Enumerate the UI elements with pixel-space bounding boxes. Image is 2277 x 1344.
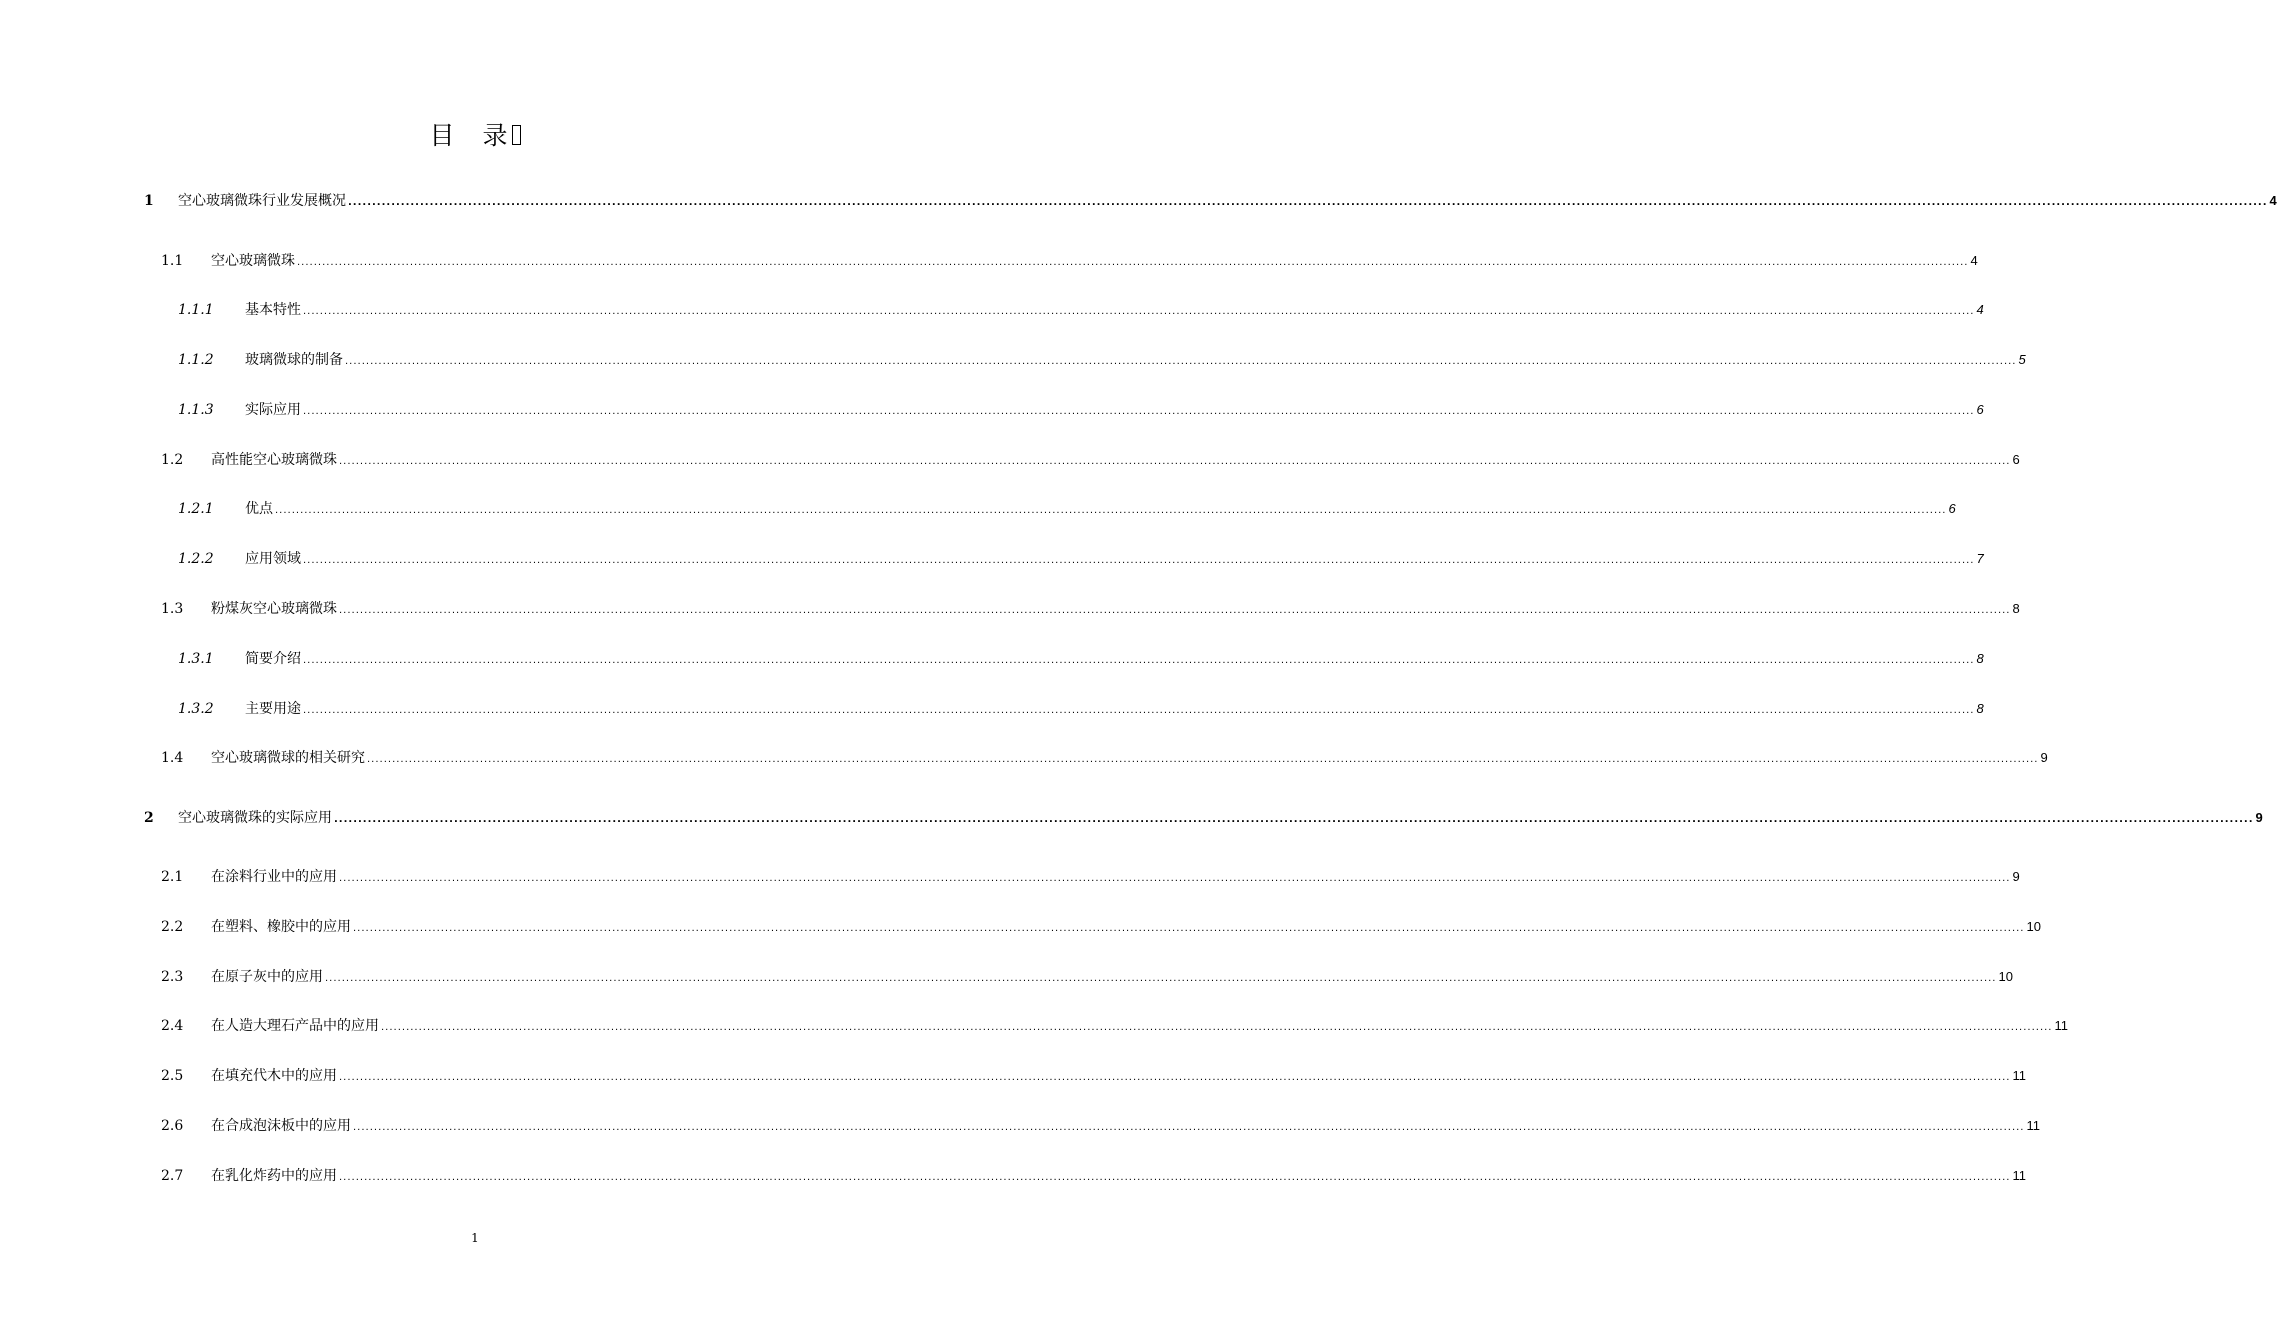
placeholder-glyph-icon [512, 125, 521, 145]
toc-entry-number: 1.1.1 [178, 302, 214, 318]
toc-entry-page-number: 4 [2269, 193, 2277, 208]
toc-entry-number: 2.1 [161, 869, 184, 885]
toc-entry-number: 1 [144, 193, 154, 209]
toc-entry-label: 空心玻璃微球的相关研究 [211, 750, 365, 766]
toc-entry-label: 应用领域 [245, 551, 301, 567]
toc-entry-label: 在塑料、橡胶中的应用 [211, 919, 351, 935]
toc-dot-leader: ................................................................................................................................................................................................................................................................................................................................................................................................................ [345, 356, 2017, 367]
toc-entry-page-number: 6 [2012, 452, 2020, 467]
toc-entry-number: 1.1.3 [178, 402, 214, 418]
toc-dot-leader: ................................................................................................................................................................................................................................................................................................................................................................................................................ [325, 973, 1997, 984]
toc-dot-leader: ................................................................................................................................................................................................................................................................................................................................................................................................................ [303, 406, 1975, 417]
toc-entry[interactable] [161, 966, 2013, 988]
toc-entry-label: 简要介绍 [245, 651, 301, 667]
toc-entry-number: 2.5 [161, 1068, 184, 1084]
toc-entry-number: 1.2 [161, 452, 184, 468]
toc-dot-leader: ................................................................................................................................................................................................................................................................................................................................................................................................................ [297, 257, 1969, 268]
toc-entry-label: 实际应用 [245, 402, 301, 418]
toc-entry[interactable] [161, 747, 2048, 769]
toc-dot-leader: ................................................................................................................................................................................................................................................................................................................................................................................................................ [339, 1172, 2011, 1183]
toc-entry[interactable] [178, 698, 1984, 720]
toc-dot-leader: ................................................................................................................................................................................................................................................................................................................................................................................................................ [339, 456, 2011, 467]
toc-entry[interactable] [161, 598, 2020, 620]
toc-entry-label: 在合成泡沫板中的应用 [211, 1118, 351, 1134]
toc-entry-page-number: 6 [1976, 402, 1984, 417]
toc-entry-page-number: 6 [1948, 501, 1956, 516]
toc-entry[interactable] [178, 399, 1984, 421]
toc-title-char-1: 目 [429, 121, 457, 150]
toc-dot-leader: ................................................................................................................................................................................................................................................................................................................................................................................................................ [381, 1022, 2053, 1033]
toc-entry-label: 在人造大理石产品中的应用 [211, 1018, 379, 1034]
toc-dot-leader: ................................................................................................................................................................................................................................................................................................................................................................................................................ [367, 754, 2039, 765]
toc-entry-number: 2 [144, 810, 154, 826]
toc-entry-label: 空心玻璃微珠 [211, 253, 295, 269]
toc-entry-number: 2.6 [161, 1118, 184, 1134]
toc-entry-number: 1.2.1 [178, 501, 214, 517]
toc-entry[interactable] [161, 250, 1978, 272]
toc-entry-number: 1.3 [161, 601, 184, 617]
toc-dot-leader: ................................................................................................................................................................................................................................................................................................................................................................................................................ [339, 873, 2011, 884]
toc-entry[interactable] [161, 1015, 2068, 1037]
toc-entry-label: 空心玻璃微珠行业发展概况 [178, 193, 346, 209]
toc-entry-label: 在乳化炸药中的应用 [211, 1168, 337, 1184]
toc-entry[interactable] [161, 916, 2041, 938]
toc-entry-page-number: 4 [1970, 253, 1978, 268]
toc-entry-number: 1.1 [161, 253, 184, 269]
toc-entry[interactable] [161, 1115, 2040, 1137]
toc-entry-page-number: 4 [1976, 302, 1984, 317]
toc-entry-number: 2.7 [161, 1168, 184, 1184]
toc-title [0, 116, 950, 152]
toc-dot-leader: ................................................................................................................................................................................................................................................................................................................................................................................................................ [334, 814, 2254, 825]
toc-entry-page-number: 8 [2012, 601, 2020, 616]
toc-entry-label: 玻璃微球的制备 [245, 352, 343, 368]
toc-dot-leader: ................................................................................................................................................................................................................................................................................................................................................................................................................ [339, 605, 2011, 616]
toc-entry-label: 优点 [245, 501, 273, 517]
toc-entry-label: 在涂料行业中的应用 [211, 869, 337, 885]
toc-entry[interactable] [144, 807, 2263, 829]
toc-dot-leader: ................................................................................................................................................................................................................................................................................................................................................................................................................ [339, 1072, 2011, 1083]
toc-dot-leader: ................................................................................................................................................................................................................................................................................................................................................................................................................ [348, 197, 2268, 208]
toc-entry-page-number: 5 [2018, 352, 2026, 367]
toc-dot-leader: ................................................................................................................................................................................................................................................................................................................................................................................................................ [303, 655, 1975, 666]
toc-entry-page-number: 8 [1976, 701, 1984, 716]
toc-entry-page-number: 11 [2012, 1168, 2026, 1183]
toc-entry-page-number: 11 [2012, 1068, 2026, 1083]
toc-title-char-2: 录 [482, 121, 510, 150]
toc-entry-page-number: 11 [2054, 1018, 2068, 1033]
toc-entry[interactable] [161, 1065, 2026, 1087]
toc-dot-leader: ................................................................................................................................................................................................................................................................................................................................................................................................................ [353, 923, 2025, 934]
toc-entry-label: 粉煤灰空心玻璃微珠 [211, 601, 337, 617]
toc-dot-leader: ................................................................................................................................................................................................................................................................................................................................................................................................................ [303, 705, 1975, 716]
toc-entry[interactable] [178, 299, 1984, 321]
toc-entry[interactable] [178, 349, 2026, 371]
toc-entry-number: 2.4 [161, 1018, 184, 1034]
toc-entry[interactable] [161, 1165, 2026, 1187]
toc-dot-leader: ................................................................................................................................................................................................................................................................................................................................................................................................................ [303, 555, 1975, 566]
toc-dot-leader: ................................................................................................................................................................................................................................................................................................................................................................................................................ [353, 1122, 2025, 1133]
toc-entry-number: 1.3.2 [178, 701, 214, 717]
toc-entry[interactable] [144, 190, 2277, 212]
toc-dot-leader: ................................................................................................................................................................................................................................................................................................................................................................................................................ [275, 505, 1947, 516]
toc-entry-number: 1.3.1 [178, 651, 214, 667]
toc-entry-label: 在原子灰中的应用 [211, 969, 323, 985]
toc-entry[interactable] [178, 548, 1984, 570]
toc-entry-label: 空心玻璃微珠的实际应用 [178, 810, 332, 826]
toc-entry-page-number: 8 [1976, 651, 1984, 666]
toc-entry-label: 高性能空心玻璃微珠 [211, 452, 337, 468]
footer-page-number: 1 [471, 1231, 479, 1245]
toc-entry-page-number: 7 [1976, 551, 1984, 566]
toc-entry-number: 1.1.2 [178, 352, 214, 368]
toc-entry-page-number: 10 [1998, 969, 2013, 984]
toc-entry-number: 1.2.2 [178, 551, 214, 567]
toc-entry-page-number: 9 [2255, 810, 2263, 825]
toc-entry-page-number: 9 [2040, 750, 2048, 765]
toc-entry-number: 2.2 [161, 919, 184, 935]
toc-dot-leader: ................................................................................................................................................................................................................................................................................................................................................................................................................ [303, 306, 1975, 317]
toc-entry-label: 在填充代木中的应用 [211, 1068, 337, 1084]
toc-entry[interactable] [161, 866, 2020, 888]
toc-entry-label: 基本特性 [245, 302, 301, 318]
toc-entry-number: 2.3 [161, 969, 184, 985]
toc-entry-page-number: 10 [2026, 919, 2041, 934]
toc-entry[interactable] [178, 498, 1956, 520]
toc-entry-number: 1.4 [161, 750, 184, 766]
toc-entry[interactable] [178, 648, 1984, 670]
toc-entry-label: 主要用途 [245, 701, 301, 717]
toc-entry[interactable] [161, 449, 2020, 471]
toc-entry-page-number: 9 [2012, 869, 2020, 884]
toc-entry-page-number: 11 [2026, 1118, 2040, 1133]
